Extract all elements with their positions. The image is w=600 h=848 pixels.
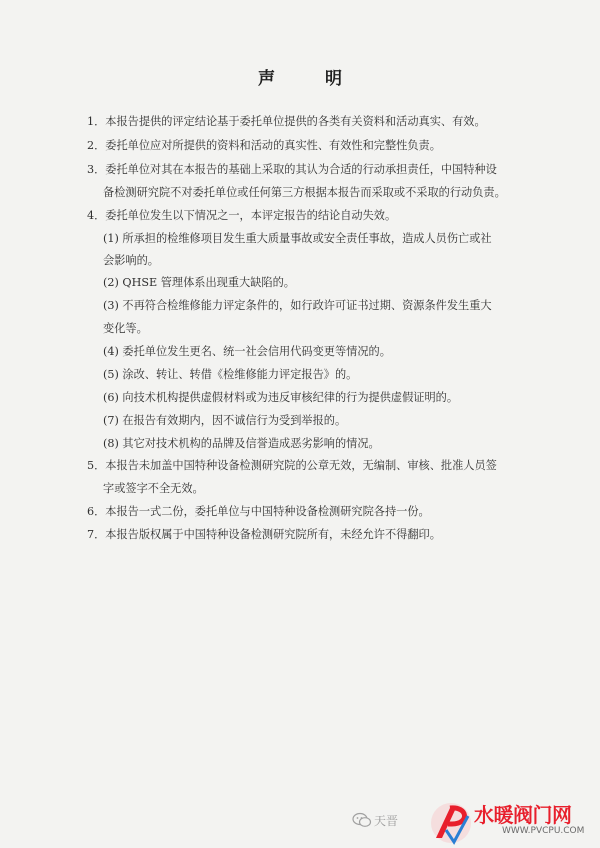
pv-logo-icon [428,800,474,846]
statement-item-3-cont: 备检测研究院不对委托单位或任何第三方根据本报告而采取或不采取的行动负责。 [103,186,506,199]
sub-item-1: (1) 所承担的检维修项目发生重大质量事故或安全责任事故，造成人员伤亡或社 [103,232,492,245]
statement-item-7: 7．本报告版权属于中国特种设备检测研究院所有，未经允许不得翻印。 [87,528,441,541]
statement-item-4: 4．委托单位发生以下情况之一，本评定报告的结论自动失效。 [87,209,397,222]
watermark-small-text: 天晋 [374,814,399,828]
sub-item-8: (8) 其它对技术机构的品牌及信誉造成恶劣影响的情况。 [103,437,380,450]
statement-item-5-cont: 字或签字不全无效。 [103,482,204,495]
sub-item-7: (7) 在报告有效期内，因不诚信行为受到举报的。 [103,414,347,427]
statement-item-1: 1．本报告提供的评定结论基于委托单位提供的各类有关资料和活动真实、有效。 [87,115,486,128]
sub-item-4: (4) 委托单位发生更名、统一社会信用代码变更等情况的。 [103,345,391,358]
statement-item-5: 5．本报告未加盖中国特种设备检测研究院的公章无效，无编制、审核、批准人员签 [87,459,497,472]
sub-item-5: (5) 涂改、转让、转借《检维修能力评定报告》的。 [103,368,358,381]
statement-item-3: 3．委托单位对其在本报告的基础上采取的其认为合适的行动承担责任，中国特种设 [87,163,497,176]
sub-item-2: (2) QHSE 管理体系出现重大缺陷的。 [103,276,295,289]
brand-url: WWW.PVCPU.COM [502,826,585,836]
wechat-icon [352,812,372,828]
page-title: 声 明 [258,69,364,89]
sub-item-6: (6) 向技术机构提供虚假材料或为违反审核纪律的行为提供虚假证明的。 [103,391,459,404]
sub-item-1-cont: 会影响的。 [103,254,159,267]
statement-item-2: 2．委托单位应对所提供的资料和活动的真实性、有效性和完整性负责。 [87,139,441,152]
sub-item-3: (3) 不再符合检维修能力评定条件的，如行政许可证书过期、资源条件发生重大 [103,299,492,312]
statement-item-6: 6．本报告一式二份，委托单位与中国特种设备检测研究院各持一份。 [87,505,430,518]
footer-watermark [352,798,600,848]
sub-item-3-cont: 变化等。 [103,322,148,335]
brand-name: 水暖阀门网 [474,803,572,827]
